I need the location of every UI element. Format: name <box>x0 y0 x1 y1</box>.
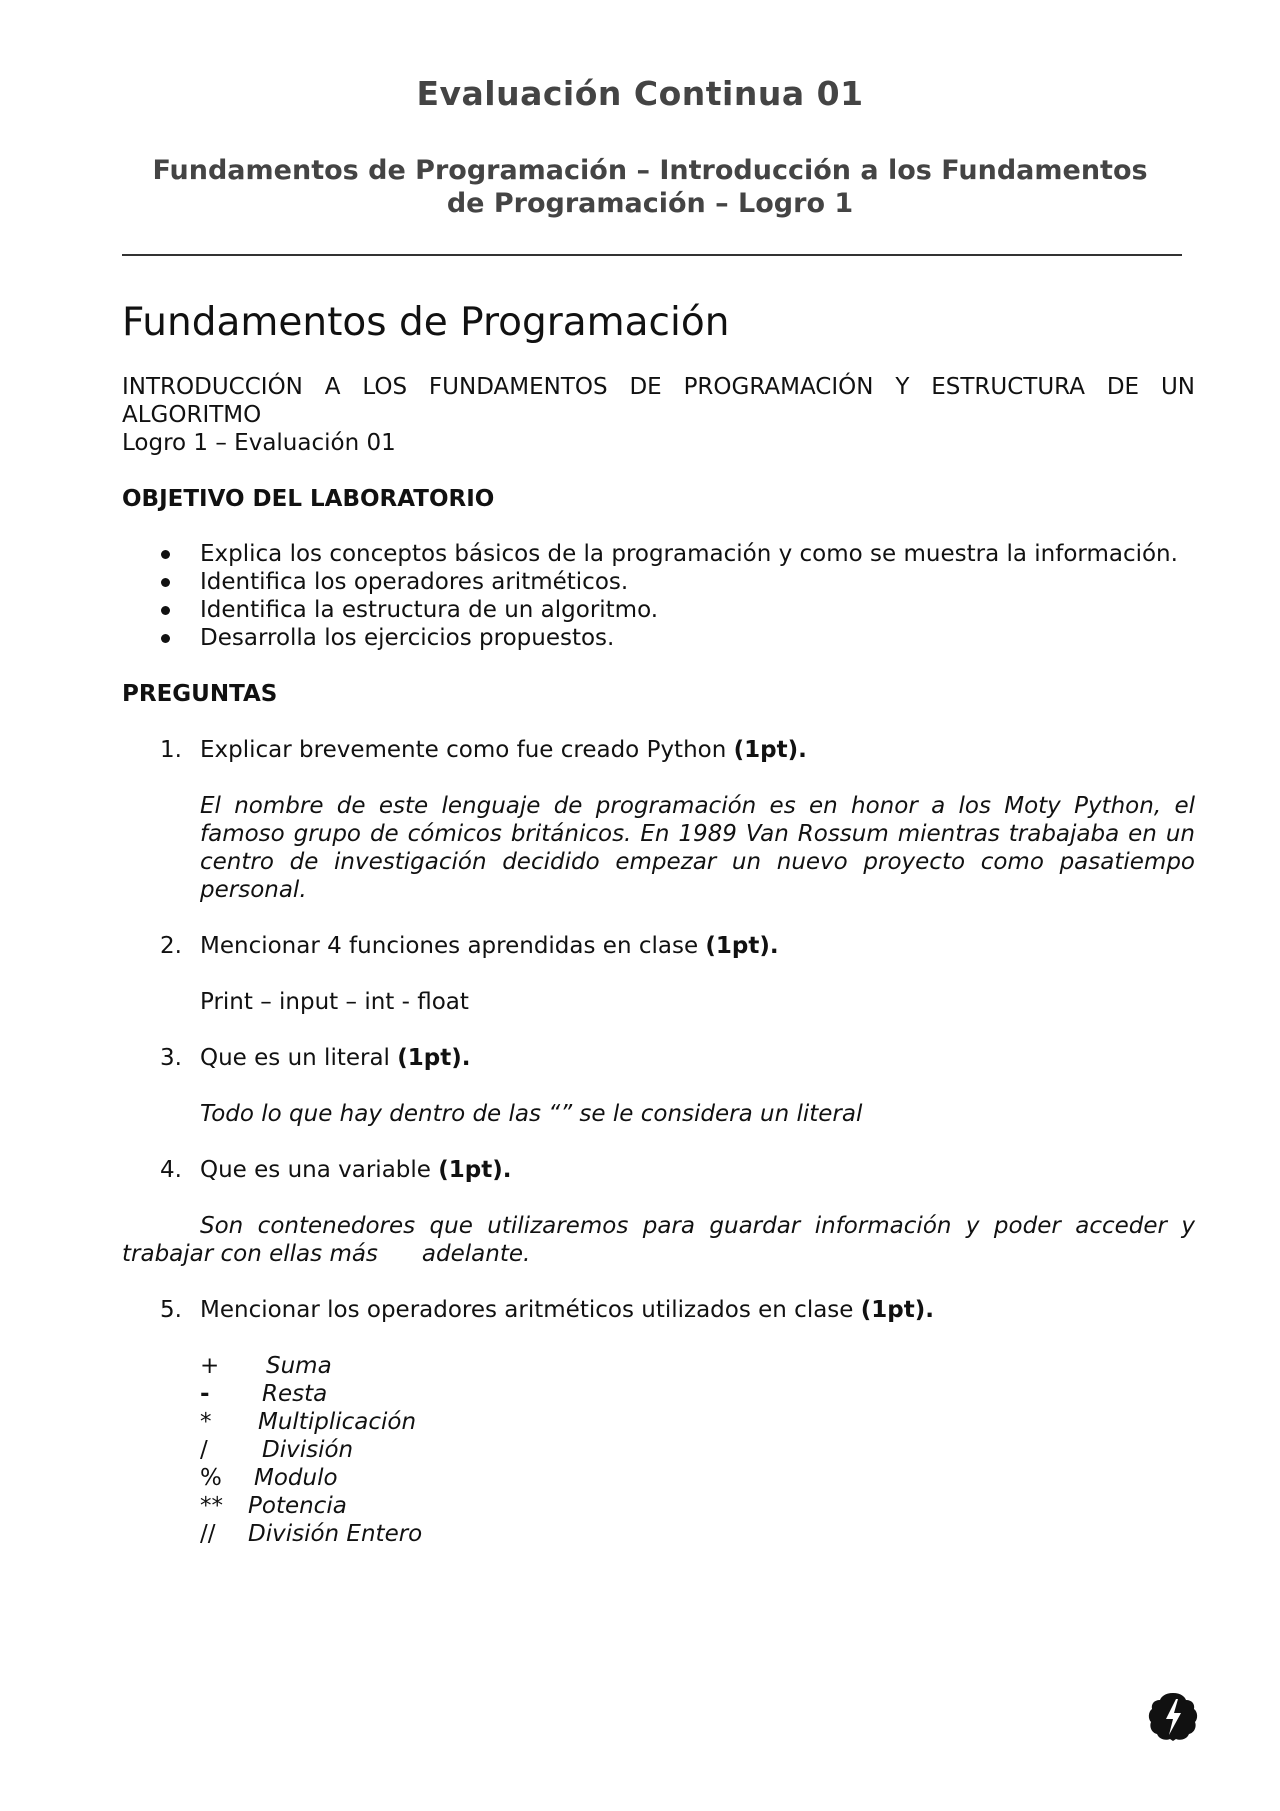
operator-name: Modulo <box>254 1465 338 1491</box>
operator-name: División <box>262 1437 354 1463</box>
operator-symbol: / <box>200 1437 208 1463</box>
objectives-list <box>122 540 1195 652</box>
question-text: Explicar brevemente como fue creado Python <box>200 737 727 763</box>
operator-row <box>200 1408 1195 1436</box>
operator-row <box>200 1380 1195 1408</box>
list-item <box>122 540 1195 568</box>
operator-name: Potencia <box>248 1493 347 1519</box>
operator-symbol: - <box>200 1381 210 1407</box>
document-subtitle <box>120 154 1180 220</box>
question-text: Mencionar 4 funciones aprendidas en clase <box>200 933 699 959</box>
operator-symbol: // <box>200 1521 216 1547</box>
objectives-heading: OBJETIVO DEL LABORATORIO <box>122 486 495 512</box>
questions-heading: PREGUNTAS <box>122 681 278 707</box>
operator-name: División Entero <box>248 1521 423 1547</box>
objective-text: Desarrolla los ejercicios propuestos. <box>200 625 615 651</box>
operator-symbol: ** <box>200 1493 223 1519</box>
document-body <box>122 373 1195 1548</box>
operators-list <box>122 1352 1195 1548</box>
objective-text: Identifica la estructura de un algoritmo. <box>200 597 659 623</box>
subtitle-line-2: de Programación – Logro 1 <box>446 188 854 219</box>
bullet-icon <box>161 578 170 587</box>
question-points: (1pt). <box>705 933 779 959</box>
intro-text: INTRODUCCIÓN A LOS FUNDAMENTOS DE PROGRAMACIÓN Y ESTRUCTURA DE UN ALGORITMO <box>122 374 1195 428</box>
operator-row <box>200 1436 1195 1464</box>
list-item <box>122 568 1195 596</box>
document-title: Evaluación Continua 01 <box>416 74 864 113</box>
question-3 <box>122 1044 1195 1072</box>
operator-name: Suma <box>266 1353 332 1379</box>
operator-symbol: * <box>200 1409 212 1435</box>
question-points: (1pt). <box>397 1045 471 1071</box>
list-item <box>122 624 1195 652</box>
question-number: 2. <box>160 933 182 959</box>
bullet-icon <box>161 634 170 643</box>
header-divider <box>122 254 1182 256</box>
question-number: 3. <box>160 1045 182 1071</box>
question-text: Que es una variable <box>200 1157 431 1183</box>
operator-name: Resta <box>262 1381 328 1407</box>
section-heading: Fundamentos de Programación <box>122 300 730 345</box>
bullet-icon <box>161 606 170 615</box>
subtitle-line-1: Fundamentos de Programación – Introducción a los Fundamentos <box>152 155 1148 186</box>
answer-1: El nombre de este lenguaje de programación es en honor a los Moty Python, el famoso grupo de cómicos británicos. En 1989 Van Rossum mientras trabajaba en un centro de investigación decidido empezar un nuevo proyecto como pasatiempo personal. <box>200 793 1195 903</box>
answer-2: Print – input – int - float <box>200 989 469 1015</box>
list-item <box>122 596 1195 624</box>
question-text: Que es un literal <box>200 1045 390 1071</box>
answer-4-tail: adelante. <box>421 1241 531 1267</box>
operator-row <box>200 1464 1195 1492</box>
question-text: Mencionar los operadores aritméticos utilizados en clase <box>200 1297 854 1323</box>
question-2 <box>122 932 1195 960</box>
operator-symbol: + <box>200 1353 220 1379</box>
question-points: (1pt). <box>860 1297 934 1323</box>
question-5 <box>122 1296 1195 1324</box>
achievement-text: Logro 1 – Evaluación 01 <box>122 430 396 456</box>
question-4 <box>122 1156 1195 1184</box>
question-1 <box>122 736 1195 764</box>
question-points: (1pt). <box>438 1157 512 1183</box>
answer-4-text: Son contenedores que utilizaremos para guardar información y poder acceder y trabajar con ellas más <box>122 1213 1195 1267</box>
brain-lightning-icon <box>1146 1690 1200 1744</box>
operator-row <box>200 1520 1195 1548</box>
answer-4 <box>122 1212 1195 1268</box>
objective-text: Identifica los operadores aritméticos. <box>200 569 629 595</box>
question-number: 5. <box>160 1297 182 1323</box>
question-number: 1. <box>160 737 182 763</box>
objective-text: Explica los conceptos básicos de la programación y como se muestra la información. <box>200 541 1178 567</box>
question-points: (1pt). <box>733 737 807 763</box>
operator-name: Multiplicación <box>258 1409 417 1435</box>
operator-row <box>200 1352 1195 1380</box>
bullet-icon <box>161 550 170 559</box>
answer-3: Todo lo que hay dentro de las “” se le considera un literal <box>200 1101 863 1127</box>
operator-symbol: % <box>200 1465 222 1491</box>
operator-row <box>200 1492 1195 1520</box>
question-number: 4. <box>160 1157 182 1183</box>
